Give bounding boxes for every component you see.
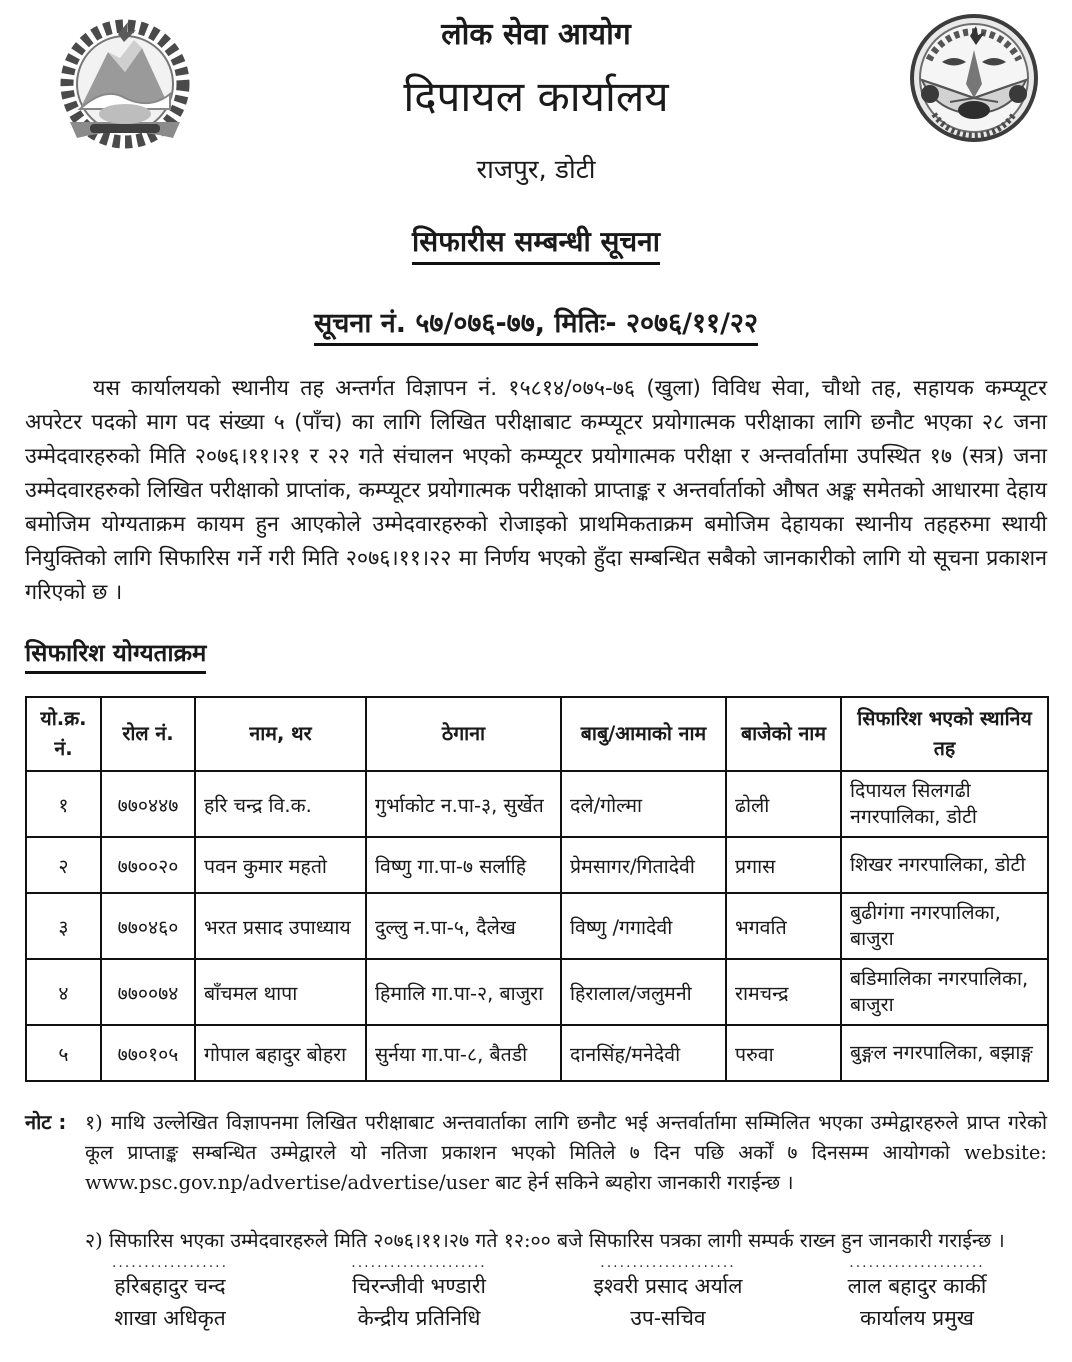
cell-roll-no: ७७००२०	[101, 837, 195, 893]
table-row	[26, 837, 1048, 893]
signature-block	[568, 1255, 768, 1332]
col-header-merit-no: यो.क्र. नं.	[26, 697, 101, 771]
office-location: राजपुर, डोटी	[476, 155, 596, 185]
signature-block	[817, 1255, 1017, 1332]
cell-parents: हिरालाल/जलुमनी	[561, 959, 726, 1025]
cell-grandfather: परुवा	[726, 1025, 841, 1081]
cell-address: विष्णु गा.पा-७ सर्लाहि	[366, 837, 561, 893]
cell-roll-no: ७७०१०५	[101, 1025, 195, 1081]
cell-grandfather: ढोली	[726, 771, 841, 837]
office-name: दिपायल कार्यालय	[403, 72, 669, 121]
cell-roll-no: ७७००७४	[101, 959, 195, 1025]
table-row	[26, 893, 1048, 959]
cell-local-level: बडिमालिका नगरपालिका, बाजुरा	[841, 959, 1048, 1025]
table-row	[26, 1025, 1048, 1081]
table-row	[26, 771, 1048, 837]
notes-section	[25, 1108, 1047, 1256]
col-header-recommended-local-level: सिफारिश भएको स्थानिय तह	[841, 697, 1048, 771]
col-header-address: ठेगाना	[366, 697, 561, 771]
signatory-post: कार्यालय प्रमुख	[860, 1306, 974, 1330]
col-header-name: नाम, थर	[195, 697, 366, 771]
cell-local-level: बुङ्गल नगरपालिका, बझाङ्ग	[841, 1025, 1048, 1081]
cell-parents: विष्णु /गगादेवी	[561, 893, 726, 959]
table-row	[26, 959, 1048, 1025]
signatory-name: इश्वरी प्रसाद अर्याल	[593, 1274, 743, 1298]
table-header-row	[26, 697, 1048, 771]
signatory-post: उप-सचिव	[630, 1306, 706, 1330]
cell-name: भरत प्रसाद उपाध्याय	[195, 893, 366, 959]
cell-grandfather: रामचन्द्र	[726, 959, 841, 1025]
col-header-roll-no: रोल नं.	[101, 697, 195, 771]
psc-seal-icon	[904, 10, 1044, 160]
cell-merit-no: ४	[26, 959, 101, 1025]
organization-name: लोक सेवा आयोग	[441, 17, 631, 52]
signature-block	[319, 1255, 519, 1332]
merit-list-section-title: सिफारिश योग्यताक्रम	[25, 636, 206, 674]
cell-name: हरि चन्द्र वि.क.	[195, 771, 366, 837]
note-label: नोट :	[25, 1110, 67, 1134]
cell-address: गुर्भाकोट न.पा-३, सुर्खेत	[366, 771, 561, 837]
signatory-post: शाखा अधिकृत	[114, 1306, 226, 1330]
cell-name: पवन कुमार महतो	[195, 837, 366, 893]
cell-parents: प्रेमसागर/गितादेवी	[561, 837, 726, 893]
cell-address: हिमालि गा.पा-२, बाजुरा	[366, 959, 561, 1025]
signature-block	[70, 1255, 270, 1332]
note-item-2: २) सिफारिस भएका उम्मेदवारहरुले मिति २०७६।११।२७ गते १२:०० बजे सिफारिस पत्रका लागी सम्पर्क राख्न हुन जानकारी गराईन्छ ।	[85, 1229, 1005, 1252]
cell-parents: दले/गोल्मा	[561, 771, 726, 837]
cell-roll-no: ७७०४४७	[101, 771, 195, 837]
cell-parents: दानसिंह/मनेदेवी	[561, 1025, 726, 1081]
cell-grandfather: प्रगास	[726, 837, 841, 893]
nepal-emblem-icon	[50, 14, 200, 164]
cell-local-level: दिपायल सिलगढी नगरपालिका, डोटी	[841, 771, 1048, 837]
cell-address: दुल्लु न.पा-५, दैलेख	[366, 893, 561, 959]
signatory-name: चिरन्जीवी भण्डारी	[352, 1274, 486, 1298]
signature-dotted-line: ..................	[111, 1255, 229, 1271]
signature-dotted-line: .....................	[849, 1255, 985, 1271]
signatory-name: लाल बहादुर कार्की	[847, 1274, 987, 1298]
cell-merit-no: २	[26, 837, 101, 893]
cell-merit-no: ५	[26, 1025, 101, 1081]
cell-merit-no: १	[26, 771, 101, 837]
signatory-name: हरिबहादुर चन्द	[114, 1274, 226, 1298]
cell-name: बाँचमल थापा	[195, 959, 366, 1025]
signatory-post: केन्द्रीय प्रतिनिधि	[357, 1306, 481, 1330]
cell-roll-no: ७७०४६०	[101, 893, 195, 959]
cell-merit-no: ३	[26, 893, 101, 959]
signature-dotted-line: .....................	[600, 1255, 736, 1271]
signature-dotted-line: .....................	[351, 1255, 487, 1271]
col-header-parents: बाबु/आमाको नाम	[561, 697, 726, 771]
signature-row	[25, 1255, 1047, 1332]
merit-list-table	[25, 696, 1049, 1082]
note-item-1: १) माथि उल्लेखित विज्ञापनमा लिखित परीक्षाबाट अन्तवार्ताका लागि छनौट भई अन्तर्वार्तामा सम्मिलित भएका उम्मेद्वारहरुले प्राप्त गरेको कूल प्राप्ताङ्क सम्बन्धित उम्मेद्वारले यो नतिजा प्रकाशन भएको मितिले ७ दिन पछि अर्कों ७ दिनसम्म आयोगको website: www.psc.gov.np/advertise/advertise/user बाट हेर्न सकिने ब्यहोरा जानकारी गराईन्छ ।	[85, 1111, 1047, 1194]
cell-local-level: बुढीगंगा नगरपालिका, बाजुरा	[841, 893, 1048, 959]
col-header-grandfather: बाजेको नाम	[726, 697, 841, 771]
cell-local-level: शिखर नगरपालिका, डोटी	[841, 837, 1048, 893]
cell-name: गोपाल बहादुर बोहरा	[195, 1025, 366, 1081]
notice-body-paragraph: यस कार्यालयको स्थानीय तह अन्तर्गत विज्ञापन नं. १५८१४/०७५-७६ (खुला) विविध सेवा, चौथो तह, सहायक कम्प्यूटर अपरेटर पदको माग पद संख्या ५ (पाँच) का लागि लिखित परीक्षाबाट कम्प्यूटर प्रयोगात्मक परीक्षाका लागि छनौट भएका २८ जना उम्मेदवारहरुको मिति २०७६।११।२१ र २२ गते संचालन भएको कम्प्यूटर प्रयोगात्मक परीक्षा र अन्तर्वार्तामा उपस्थित १७ (सत्र) जना उम्मेदवारहरुको लिखित परीक्षाको प्राप्तांक, कम्प्यूटर प्रयोगात्मक परीक्षाको प्राप्ताङ्क र अन्तर्वार्ताको औषत अङ्क समेतको आधारमा देहाय बमोजिम योग्यताक्रम कायम हुन आएकोले उम्मेदवारहरुको रोजाइको प्राथमिकताक्रम बमोजिम देहायका स्थानीय तहहरुमा स्थायी नियुक्तिको लागि सिफारिस गर्ने गरी मिति २०७६।११।२२ मा निर्णय भएको हुँदा सम्बन्धित सबैको जानकारीको लागि यो सूचना प्रकाशन गरिएको छ ।	[25, 376, 1047, 605]
cell-address: सुर्नया गा.पा-८, बैतडी	[366, 1025, 561, 1081]
notice-number-and-date: सूचना नं. ५७/०७६-७७, मितिः- २०७६/११/२२	[314, 303, 758, 346]
notice-title: सिफारीस सम्बन्धी सूचना	[412, 222, 660, 265]
cell-grandfather: भगवति	[726, 893, 841, 959]
